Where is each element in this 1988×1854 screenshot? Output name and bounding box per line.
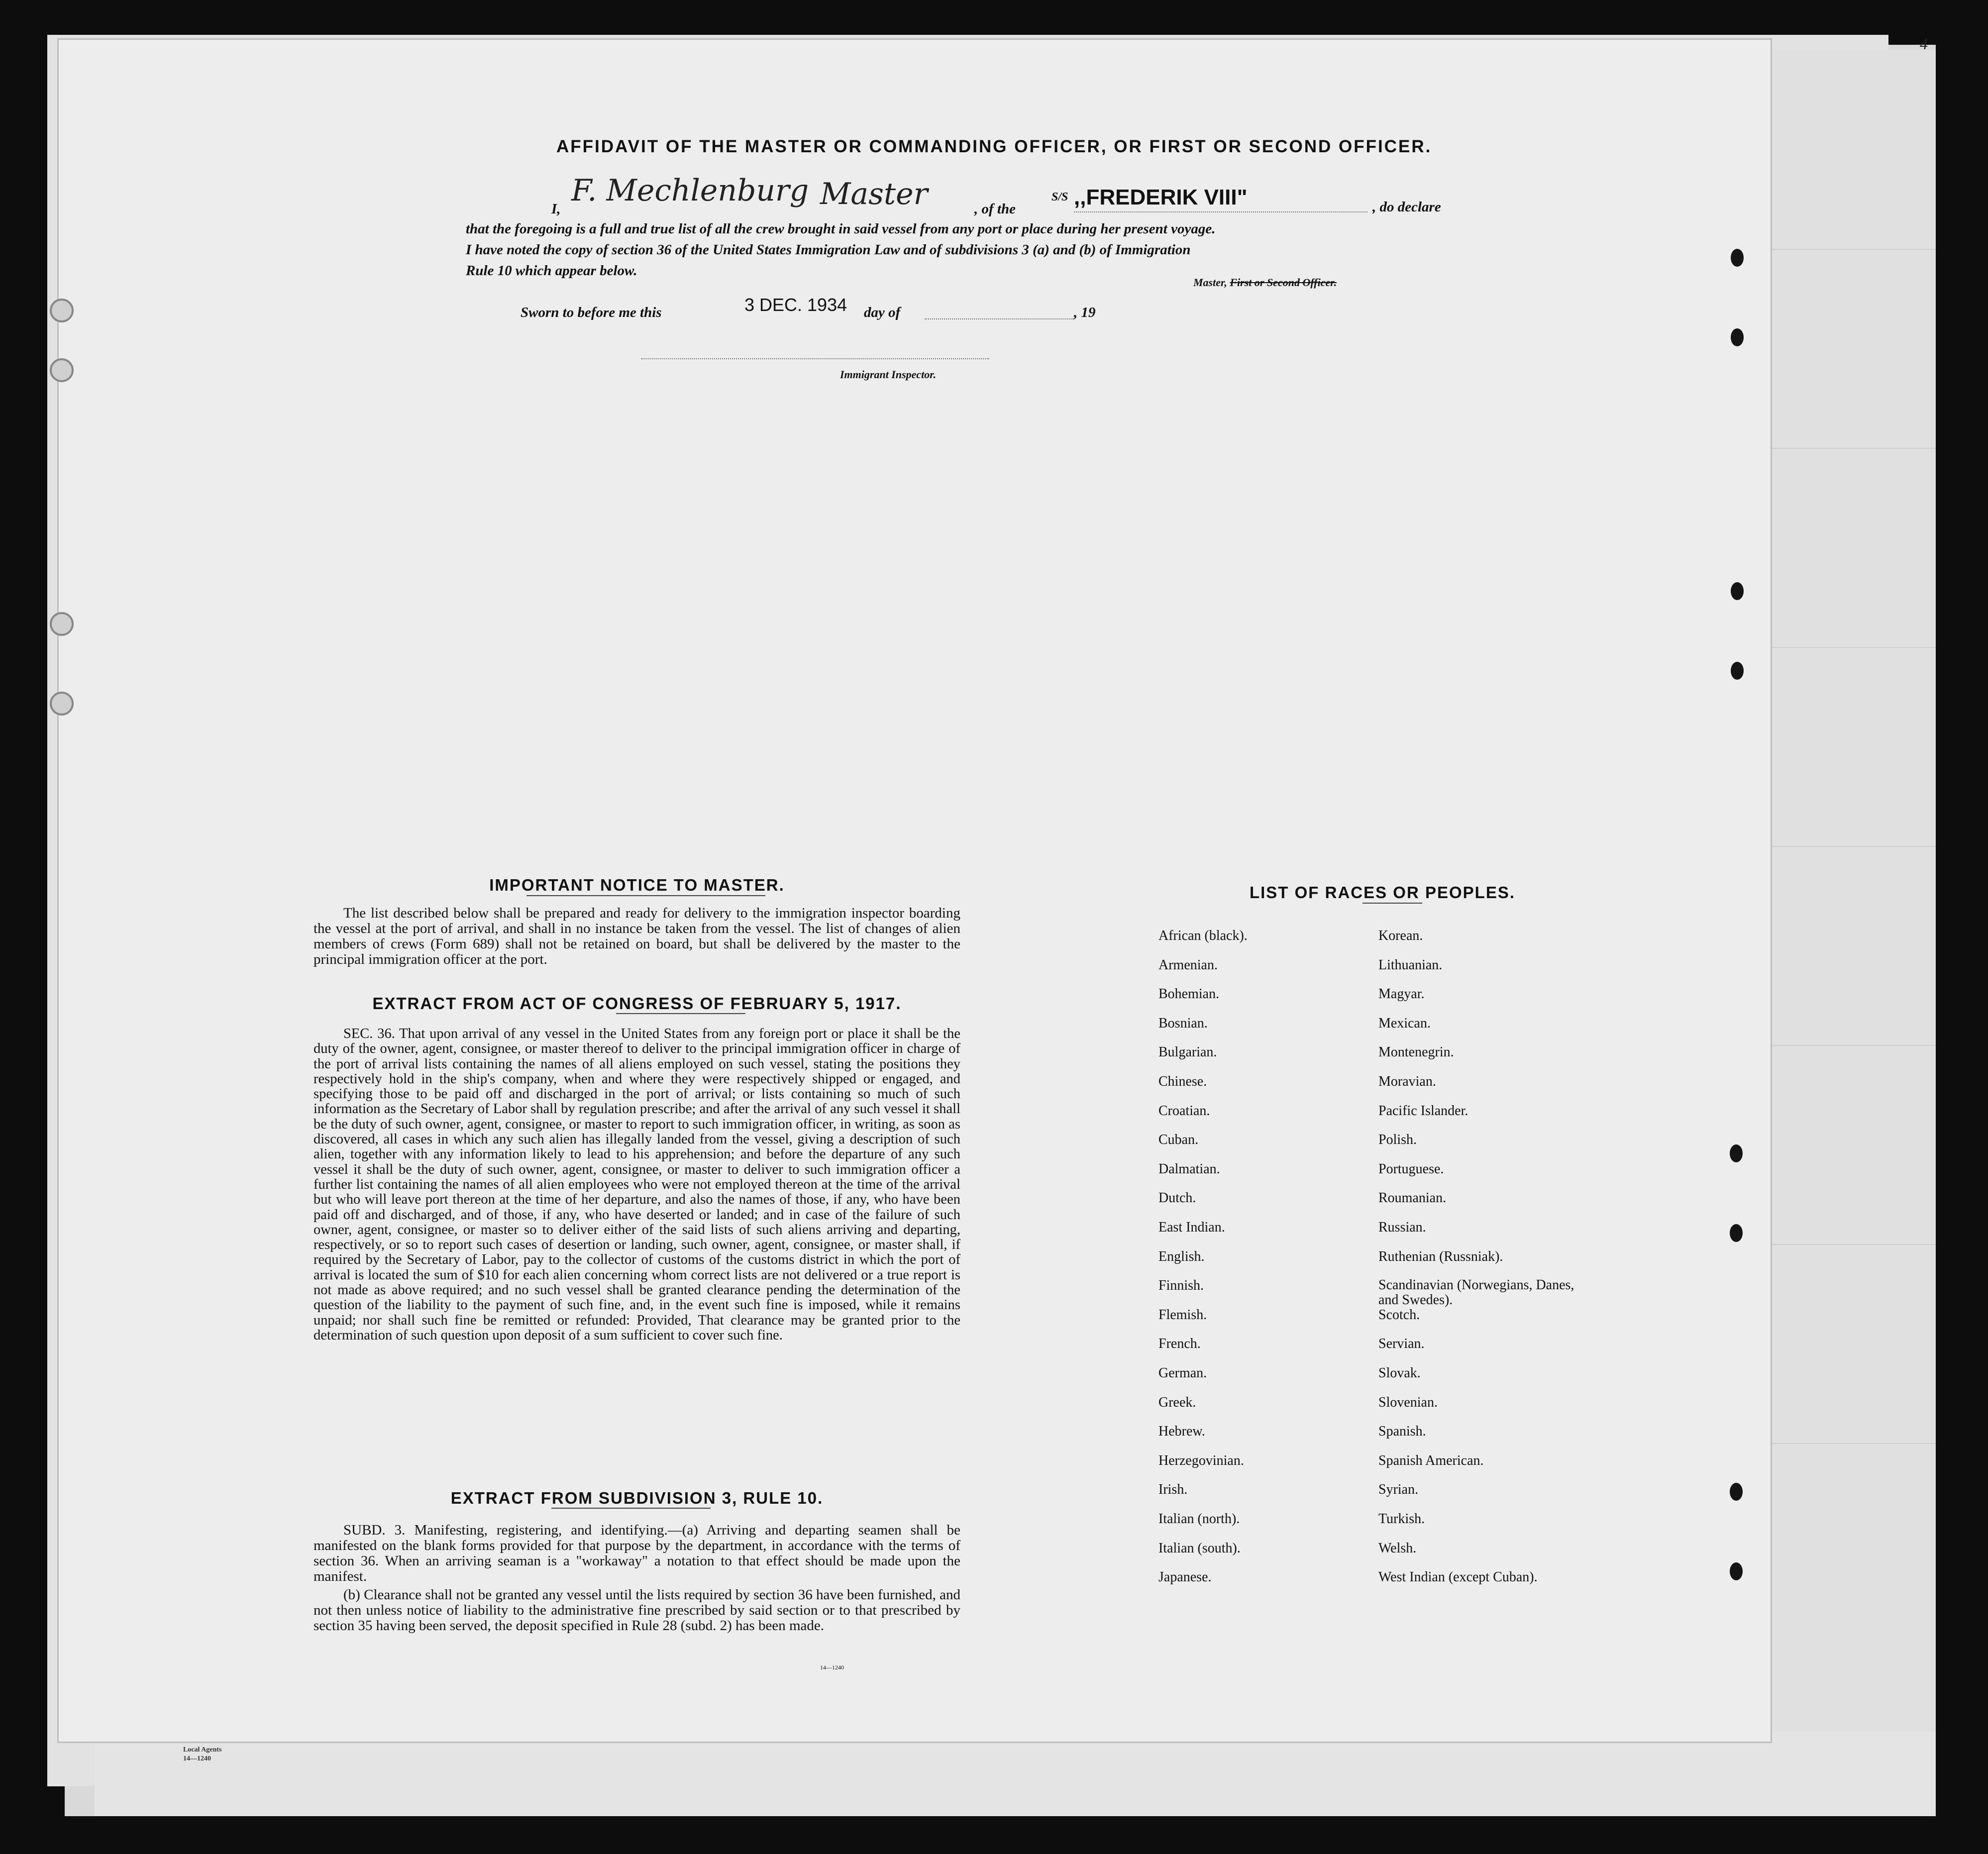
race-right-item-0: Korean.	[1378, 928, 1423, 943]
race-right-item-14: Servian.	[1378, 1336, 1425, 1352]
race-left-item-6: Croatian.	[1158, 1103, 1210, 1119]
affidavit-line-2: I have noted the copy of section 36 of the United States Immigration Law and of subdivisions 3 (a) and (b) of Immigration	[466, 242, 1191, 258]
notice-heading: IMPORTANT NOTICE TO MASTER.	[489, 876, 785, 894]
race-right-item-12: Scandinavian (Norwegians, Danes, and Swedes).	[1378, 1277, 1574, 1308]
race-right-item-3: Mexican.	[1378, 1015, 1431, 1031]
race-right-item-18: Spanish American.	[1378, 1452, 1484, 1468]
race-right-item-19: Syrian.	[1378, 1482, 1419, 1498]
punch-hole	[1730, 1562, 1743, 1580]
ss-label: S/S	[1051, 191, 1068, 204]
race-left-item-0: African (black).	[1158, 928, 1248, 943]
bottom-under-sheet-strip	[95, 1732, 1936, 1816]
notice-paragraph: The list described below shall be prepared and ready for delivery to the immigration inspector boarding the vessel at the port of arrival, and shall in no instance be taken from the vessel. The list of changes of alien members of crews (Form 689) shall not be retained on board, but shall be delivered by the master to the principal immigration officer at the port.	[314, 905, 960, 967]
do-declare-label: , do declare	[1372, 199, 1441, 215]
race-left-item-16: Greek.	[1158, 1394, 1196, 1410]
race-left-item-10: East Indian.	[1158, 1220, 1225, 1235]
race-left-item-9: Dutch.	[1158, 1190, 1196, 1206]
sworn-label: Sworn to before me this	[521, 305, 662, 320]
race-right-item-17: Spanish.	[1378, 1424, 1426, 1440]
punch-hole	[1730, 1224, 1743, 1242]
race-right-item-16: Slovenian.	[1378, 1394, 1438, 1410]
race-left-item-19: Irish.	[1158, 1482, 1188, 1498]
race-left-item-22: Japanese.	[1158, 1569, 1212, 1585]
race-left-item-21: Italian (south).	[1158, 1540, 1241, 1556]
right-under-sheet-strip	[1772, 50, 1936, 1742]
master-label: Master, First or Second Officer.	[1193, 276, 1337, 289]
subdivision-3a-text: SUBD. 3. Manifesting, registering, and identifying.—(a) Arriving and departing seamen shall be manifested on the blank forms provided for that purpose by the department, in accordance with the terms of section 36. When an arriving seaman is a "workaway" a notation to that effect should be made upon the manifest.	[314, 1522, 960, 1584]
subdivision-3b-text: (b) Clearance shall not be granted any vessel until the lists required by section 36 have been furnished, and not then unless notice of liability to the administrative fine prescribed by said section or to that prescribed by section 35 having been served, the deposit specified in Rule 28 (subd. 2) has been made.	[314, 1587, 960, 1634]
race-right-item-22: West Indian (except Cuban).	[1378, 1569, 1538, 1585]
races-heading: LIST OF RACES OR PEOPLES.	[1249, 883, 1516, 902]
punch-hole	[50, 299, 74, 322]
of-the-label: , of the	[974, 201, 1016, 217]
local-agents-note: Local Agents 14—1240	[183, 1746, 222, 1762]
sworn-date-stamp: 3 DEC. 1934	[744, 295, 847, 315]
race-right-item-7: Polish.	[1378, 1132, 1417, 1148]
race-left-item-13: Flemish.	[1158, 1307, 1207, 1323]
manifest-page	[59, 40, 1771, 1742]
race-right-item-8: Portuguese.	[1378, 1161, 1444, 1177]
punch-hole	[1731, 249, 1744, 267]
race-left-item-20: Italian (north).	[1158, 1511, 1240, 1527]
race-left-item-11: English.	[1158, 1248, 1205, 1264]
race-left-item-7: Cuban.	[1158, 1132, 1199, 1148]
act-heading: EXTRACT FROM ACT OF CONGRESS OF FEBRUARY 5, 1917.	[372, 994, 902, 1013]
race-right-item-15: Slovak.	[1378, 1365, 1421, 1381]
affidavit-title: AFFIDAVIT OF THE MASTER OR COMMANDING OFFICER, OR FIRST OR SECOND OFFICER.	[556, 137, 1432, 156]
race-right-item-2: Magyar.	[1378, 986, 1425, 1002]
punch-hole	[1730, 1483, 1743, 1501]
punch-hole	[1731, 328, 1744, 346]
race-right-item-11: Ruthenian (Russniak).	[1378, 1248, 1503, 1264]
race-right-item-5: Moravian.	[1378, 1074, 1436, 1089]
vessel-name: ,,FREDERIK VIII"	[1074, 185, 1248, 209]
race-left-item-8: Dalmatian.	[1158, 1161, 1220, 1177]
race-left-item-4: Bulgarian.	[1158, 1044, 1217, 1060]
race-right-item-20: Turkish.	[1378, 1511, 1425, 1527]
i-label: I,	[551, 201, 561, 217]
race-right-item-13: Scotch.	[1378, 1307, 1420, 1323]
affidavit-line-1: that the foregoing is a full and true list of all the crew brought in said vessel from any port or place during her present voyage.	[466, 221, 1216, 237]
race-left-item-2: Bohemian.	[1158, 986, 1220, 1002]
punch-hole	[1730, 1144, 1743, 1162]
punch-hole	[50, 692, 74, 716]
race-right-item-21: Welsh.	[1378, 1540, 1417, 1556]
race-left-item-18: Herzegovinian.	[1158, 1452, 1244, 1468]
race-left-item-12: Finnish.	[1158, 1278, 1204, 1294]
rank-handwritten: Master	[820, 177, 928, 211]
race-left-item-3: Bosnian.	[1158, 1015, 1208, 1031]
race-left-item-1: Armenian.	[1158, 957, 1218, 973]
inspector-label: Immigrant Inspector.	[840, 368, 937, 381]
race-left-item-14: French.	[1158, 1336, 1201, 1352]
signer-signature: F. Mechlenburg	[571, 173, 809, 208]
race-right-item-9: Roumanian.	[1378, 1190, 1447, 1206]
punch-hole	[50, 612, 74, 636]
race-right-item-10: Russian.	[1378, 1220, 1426, 1235]
race-left-item-17: Hebrew.	[1158, 1424, 1205, 1440]
rule-heading: EXTRACT FROM SUBDIVISION 3, RULE 10.	[450, 1489, 824, 1507]
sec-36-text: SEC. 36. That upon arrival of any vessel in the United States from any foreign port or place it shall be the duty of the owner, agent, consignee, or master thereof to deliver to the principal immigration officer in charge of the port of arrival lists containing the names of all aliens employed on such vessel, stating the positions they respectively hold in the ship's company, when and where they were respectively shipped or engaged, and specifying those to be paid off and discharged in the port of arrival; or lists containing so much of such information as the Secretary of Labor shall by regulation prescribe; and after the arrival of any such vessel it shall be the duty of such owner, agent, consignee, or master to report to such immigration officer, in writing, as soon as discovered, all cases in which any such alien has illegally landed from the vessel, giving a description of such alien, together with any information likely to lead to his apprehension; and before the departure of any such vessel it shall be the duty of such owner, agent, consignee, or master to deliver to such immigration officer a further list containing the names of all alien employees who were not employed thereon at the time of the arrival but who will leave port thereon at the time of her departure, and also the names of those, if any, who have been paid off and discharged, and of those, if any, who have deserted or landed; and in case of the failure of such owner, agent, consignee, or master so to deliver either of the said lists of such aliens arriving and departing, respectively, or so to report such cases of desertion or landing, such owner, agent, consignee, or master shall, if required by the Secretary of Labor, pay to the collector of customs of the customs district in which the port of arrival is located the sum of $10 for each alien concerning whom correct lists are not delivered or a true report is not made as above required; and no such vessel shall be granted clearance pending the determination of the question of the liability to the payment of such fine, and, in the event such fine is imposed, while it remains unpaid; nor shall such fine be remitted or refunded: Provided, That clearance may be granted prior to the determination of such question upon deposit of a sum sufficient to cover such fine.	[314, 1026, 960, 1343]
punch-hole	[50, 358, 74, 382]
race-left-item-15: German.	[1158, 1365, 1207, 1381]
race-right-item-4: Montenegrin.	[1378, 1044, 1454, 1060]
race-left-item-5: Chinese.	[1158, 1074, 1207, 1089]
form-number: 14—1240	[820, 1664, 844, 1671]
punch-hole	[1731, 662, 1744, 680]
day-of-label: day of	[864, 305, 901, 320]
punch-hole	[1731, 582, 1744, 600]
affidavit-line-3: Rule 10 which appear below.	[466, 263, 637, 279]
race-right-item-6: Pacific Islander.	[1378, 1103, 1468, 1119]
race-right-item-1: Lithuanian.	[1378, 957, 1443, 973]
page-number: 4	[1920, 35, 1928, 53]
year-prefix: , 19	[1074, 305, 1096, 320]
